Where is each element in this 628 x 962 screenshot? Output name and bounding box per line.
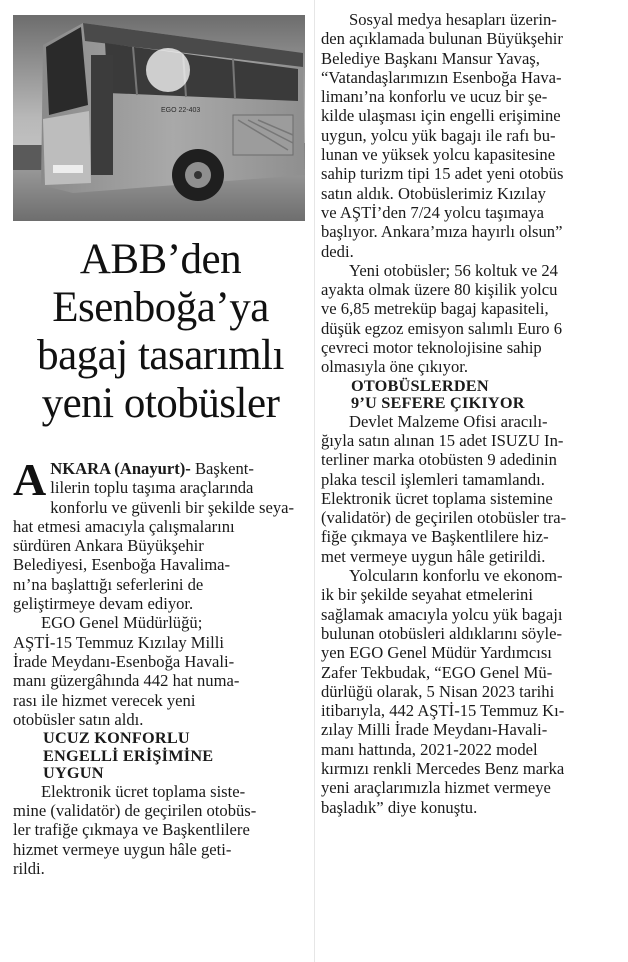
text-line: limanı’na konforlu ve ucuz bir şe-: [321, 87, 548, 107]
subheading: [321, 377, 617, 412]
paragraph: [321, 261, 617, 377]
text-line: bulunan otobüsleri aldıklarını söyle-: [321, 623, 563, 643]
text-line: itibarıyla, 442 AŞTİ-15 Temmuz Kı-: [321, 701, 565, 721]
text-line: lilerin toplu taşıma araçlarında: [50, 478, 254, 498]
text-line: dedi.: [321, 241, 354, 261]
text-line: düşük egzoz emisyon salımlı Euro 6: [321, 318, 563, 338]
right-column: [321, 10, 617, 817]
text-line: İrade Meydanı-Esenboğa Havali-: [13, 651, 235, 671]
headline-line-1: ABB’den: [79, 236, 242, 283]
paragraph: [321, 412, 617, 566]
text-line: met vermeye uygun hâle getirildi.: [321, 546, 546, 566]
text-line: Devlet Malzeme Ofisi aracılı-: [349, 411, 548, 431]
paragraph: [321, 566, 617, 817]
intro-paragraph: [13, 454, 309, 614]
text-line: uygun, yolcu yük bagajı ile rafı bu-: [321, 125, 556, 145]
text-line: ve 6,85 metreküp bagaj kapasiteli,: [321, 299, 549, 319]
text-line: ve AŞTİ’den 7/24 yolcu taşımaya: [321, 202, 545, 222]
text-line: den açıklamada bulunan Büyükşehir: [321, 29, 563, 49]
text-line: Elektronik ücret toplama sistemine: [321, 488, 553, 508]
text-line: sürdüren Ankara Büyükşehir: [13, 536, 204, 556]
text-line: manı güzergâhında 442 hat numa-: [13, 671, 240, 691]
text-line: mine (validatör) de geçirilen otobüs-: [13, 800, 257, 820]
dropcap: A: [13, 454, 47, 505]
bus-plate-text: EGO 22-403: [161, 107, 201, 114]
subheading-line: 9’U SEFERE ÇIKIYOR: [351, 393, 525, 413]
text-line: “Vatandaşlarımızın Esenboğa Hava-: [321, 67, 562, 87]
text-line: AŞTİ-15 Temmuz Kızılay Milli: [13, 632, 224, 652]
text-line: çevreci motor teknolojisine sahip: [321, 338, 542, 358]
text-line: zılay Milli İrade Meydanı-Havali-: [321, 720, 548, 740]
paragraph: [13, 782, 309, 878]
text-line: otobüsler satın aldı.: [13, 709, 144, 729]
text-line: olmasıyla öne çıkıyor.: [321, 357, 469, 377]
paragraph: [321, 10, 617, 261]
text-line: Zafer Tekbudak, “EGO Genel Mü-: [321, 662, 553, 682]
text-line: başlıyor. Ankara’mıza hayırlı olsun”: [321, 222, 563, 242]
text-line: hizmet vermeye uygun hâle geti-: [13, 839, 232, 859]
text-line: Elektronik ücret toplama siste-: [41, 781, 246, 801]
text-line: Belediye Başkanı Mansur Yavaş,: [321, 48, 540, 68]
text-line: yen EGO Genel Müdür Yardımcısı: [321, 643, 552, 663]
text-line: Yeni otobüsler; 56 koltuk ve 24: [349, 260, 558, 280]
paragraph: [13, 613, 309, 729]
text-line: ğıyla satın alınan 15 adet ISUZU In-: [321, 430, 564, 450]
text-line: plaka tescil işlemleri tamamlandı.: [321, 469, 545, 489]
column-divider: [314, 0, 315, 962]
text-line: yeni araçlarımızla hizmet vermeye: [321, 778, 551, 798]
subheading-line: UYGUN: [43, 763, 104, 783]
text-line: EGO Genel Müdürlüğü;: [41, 613, 203, 633]
text-line: (validatör) de geçirilen otobüsler tra-: [321, 508, 567, 528]
headline-line-3: bagaj tasarımlı: [37, 332, 284, 379]
text-line: geliştirmeye devam ediyor.: [13, 594, 194, 614]
text-line: hat etmesi amacıyla çalışmalarını: [13, 516, 235, 536]
text-line: kilde ulaşması için engelli erişimine: [321, 106, 561, 126]
text-line: ik bir şekilde seyahat etmelerini: [321, 585, 533, 605]
subheading-line: OTOBÜSLERDEN: [351, 375, 489, 395]
text-line: konforlu ve güvenli bir şekilde seya-: [50, 497, 295, 517]
left-column: [13, 454, 309, 878]
text-line: nı’na başlattığı seferlerini de: [13, 574, 204, 594]
text-line: ayakta olmak üzere 80 kişilik yolcu: [321, 280, 558, 300]
text-line: başladık” diye konuştu.: [321, 797, 478, 817]
text-line: terliner marka otobüsten 9 adedinin: [321, 450, 557, 470]
headline-line-2: Esenboğa’ya: [52, 284, 269, 331]
text-line: Yolcuların konforlu ve ekonom-: [349, 566, 563, 586]
subheading-line: UCUZ KONFORLU: [43, 728, 190, 748]
text-line: Başkent-: [190, 459, 254, 478]
text-line: rası ile hizmet verecek yeni: [13, 690, 196, 710]
bus-photo: [13, 15, 305, 221]
text-line: Sosyal medya hesapları üzerin-: [349, 10, 557, 29]
bus-photo-illustration: [13, 15, 305, 221]
text-line: ler trafiğe çıkmaya ve Başkentlilere: [13, 820, 250, 840]
text-line: fiğe çıkmaya ve Başkentlilere hiz-: [321, 527, 549, 547]
text-line: manı hattında, 2021-2022 model: [321, 739, 538, 759]
text-line: satın aldık. Otobüslerimiz Kızılay: [321, 183, 546, 203]
text-line: sahip turizm tipi 15 adet yeni otobüs: [321, 164, 564, 184]
text-line: dürlüğü olarak, 5 Nisan 2023 tarihi: [321, 681, 555, 701]
text-line: rildi.: [13, 858, 45, 878]
text-line: sağlamak amacıyla yolcu yük bagajı: [321, 604, 563, 624]
text-line: lunan ve yüksek yolcu kapasitesine: [321, 145, 556, 165]
subheading: [13, 729, 309, 782]
text-line: kırmızı renkli Mercedes Benz marka: [321, 758, 565, 778]
headline: [8, 236, 313, 428]
dateline: NKARA (Anayurt)-: [50, 459, 191, 478]
subheading-line: ENGELLİ ERİŞİMİNE: [43, 745, 214, 765]
text-line: Belediyesi, Esenboğa Havalima-: [13, 555, 231, 575]
headline-line-4: yeni otobüsler: [41, 380, 280, 427]
